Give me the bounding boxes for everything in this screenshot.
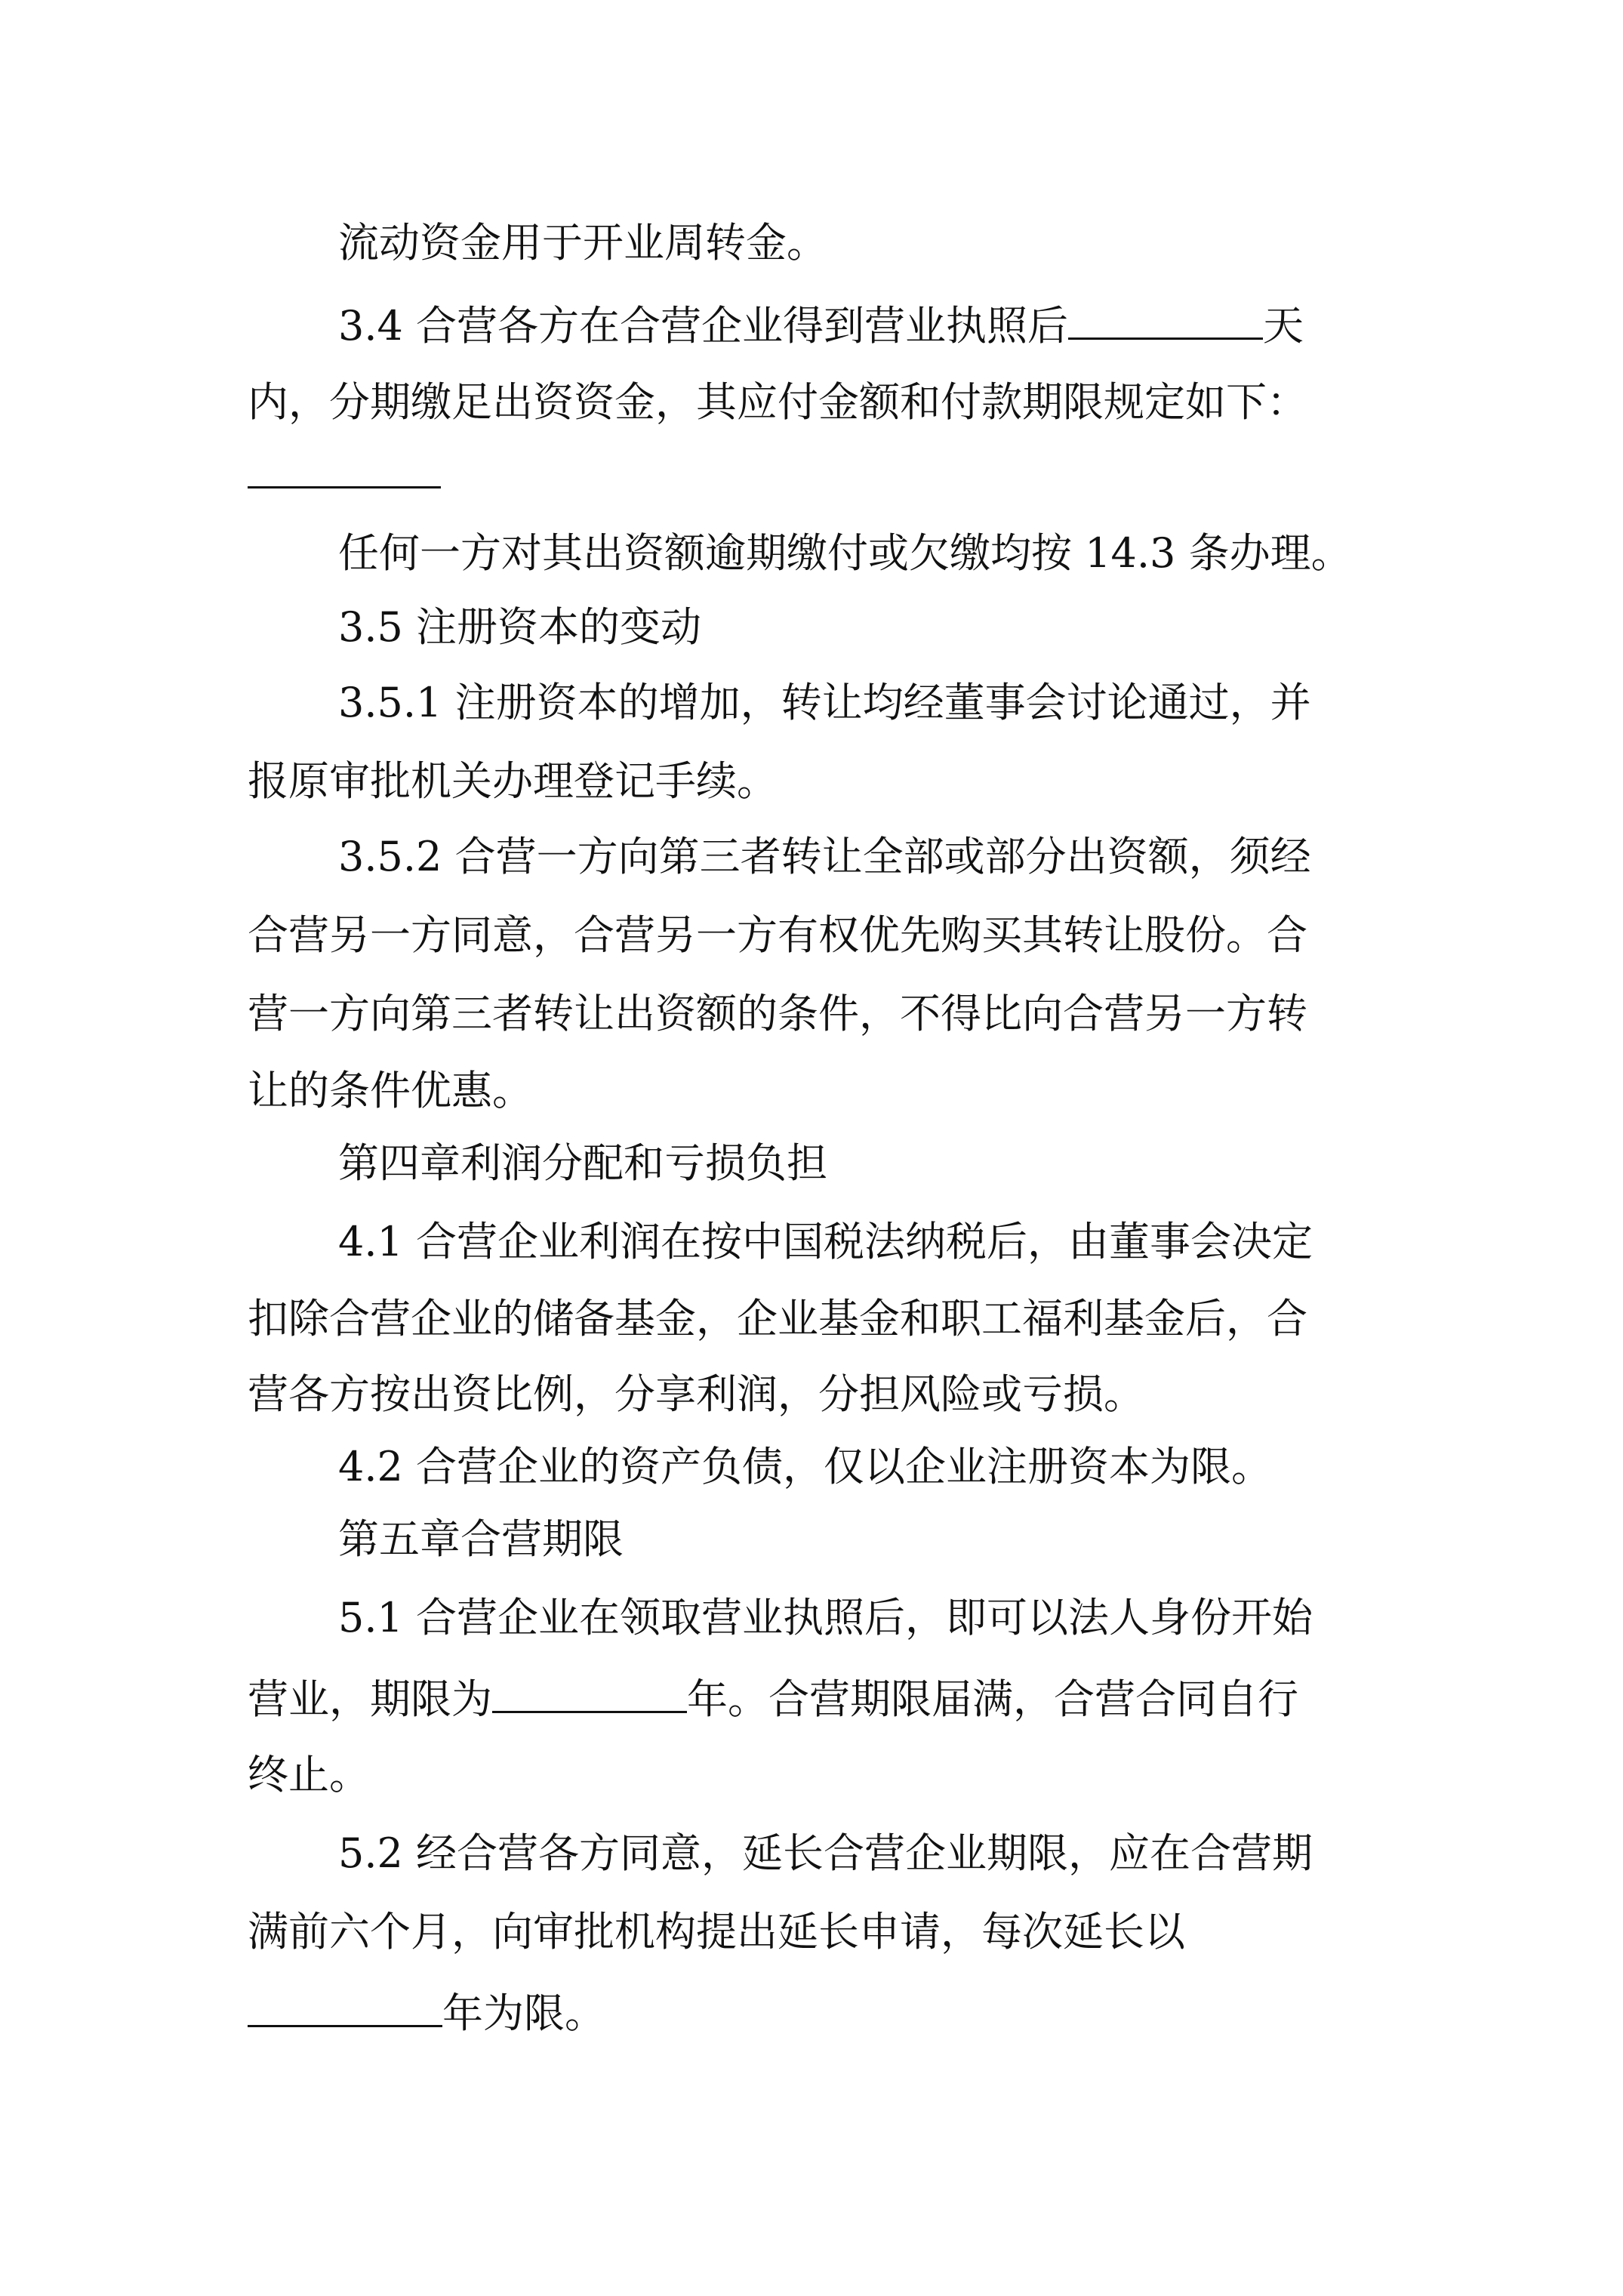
paragraph-line xyxy=(248,1293,1307,1345)
text: 3.5.1 注册资本的增加，转让均经董事会讨论通过，并 xyxy=(338,679,1311,726)
text: 内，分期缴足出资资金，其应付金额和付款期限规定如下： xyxy=(248,378,1307,426)
text: 第四章利润分配和亏损负担 xyxy=(338,1139,827,1187)
text: 4.2 合营企业的资产负债，仅以企业注册资本为限。 xyxy=(338,1443,1273,1490)
text: 3.5 注册资本的变动 xyxy=(338,603,702,651)
chapter-heading xyxy=(338,1513,624,1566)
text: 营一方向第三者转让出资额的条件，不得比向合营另一方转 xyxy=(248,990,1307,1037)
paragraph-line xyxy=(248,1984,605,2037)
paragraph-line xyxy=(338,831,1311,883)
paragraph-line xyxy=(248,1749,370,1801)
paragraph-line xyxy=(248,376,1307,429)
paragraph-line xyxy=(338,217,827,270)
paragraph-line xyxy=(338,1216,1313,1268)
text: 满前六个月，向审批机构提出延长申请，每次延长以 xyxy=(248,1908,1185,1955)
paragraph-line xyxy=(248,1368,1144,1421)
text: 第五章合营期限 xyxy=(338,1515,624,1563)
text: 扣除合营企业的储备基金，企业基金和职工福利基金后，合 xyxy=(248,1295,1307,1342)
text: 3.5.2 合营一方向第三者转让全部或部分出资额，须经 xyxy=(338,833,1311,880)
paragraph-line xyxy=(248,755,778,808)
paragraph-line xyxy=(338,1827,1313,1880)
text: 让的条件优惠。 xyxy=(248,1067,533,1114)
text: 3.4 合营各方在合营企业得到营业执照后 xyxy=(338,302,1069,350)
paragraph-line xyxy=(248,988,1307,1040)
paragraph-line xyxy=(248,1670,1298,1723)
text: 天 xyxy=(1263,302,1304,350)
paragraph-line xyxy=(338,527,1352,580)
text: 年。合营期限届满，合营合同自行 xyxy=(687,1675,1298,1723)
text: 营各方按出资比例，分享利润，分担风险或亏损。 xyxy=(248,1370,1144,1418)
chapter-heading xyxy=(338,1137,827,1190)
text: 任何一方对其出资额逾期缴付或欠缴均按 14.3 条办理。 xyxy=(338,529,1352,577)
paragraph-line xyxy=(338,1441,1272,1493)
paragraph-line xyxy=(248,1906,1185,1959)
section-heading xyxy=(338,601,701,654)
fill-in-blank[interactable] xyxy=(1068,297,1263,340)
paragraph-line xyxy=(248,909,1307,962)
text: 5.2 经合营各方同意，延长合营企业期限，应在合营期 xyxy=(338,1829,1313,1877)
paragraph-line xyxy=(338,676,1311,729)
paragraph-line xyxy=(338,1592,1313,1644)
text: 报原审批机关办理登记手续。 xyxy=(248,757,778,805)
text: 4.1 合营企业利润在按中国税法纳税后，由董事会决定 xyxy=(338,1218,1313,1265)
text: 终止。 xyxy=(248,1751,370,1798)
text: 流动资金用于开业周转金。 xyxy=(338,219,827,267)
text: 年为限。 xyxy=(442,1989,605,2037)
fill-in-blank[interactable] xyxy=(248,486,441,488)
paragraph-line xyxy=(248,1065,533,1117)
fill-in-blank[interactable] xyxy=(492,1670,687,1713)
text: 营业，期限为 xyxy=(248,1675,492,1723)
text: 5.1 合营企业在领取营业执照后，即可以法人身份开始 xyxy=(338,1594,1313,1641)
paragraph-line xyxy=(338,297,1304,350)
fill-in-blank[interactable] xyxy=(248,1984,442,2027)
text: 合营另一方同意，合营另一方有权优先购买其转让股份。合 xyxy=(248,911,1307,959)
